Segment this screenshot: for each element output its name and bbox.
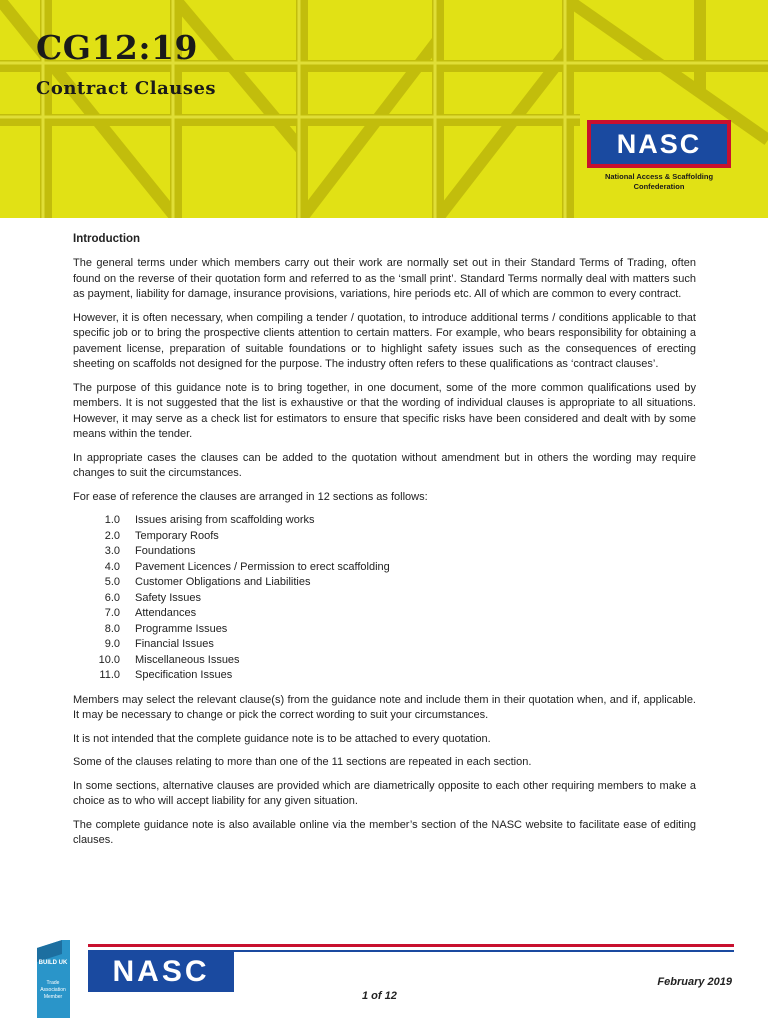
section-label: Issues arising from scaffolding works bbox=[135, 514, 315, 526]
section-label: Financial Issues bbox=[135, 638, 214, 650]
section-number: 7.0 bbox=[104, 607, 120, 619]
paragraph: In some sections, alternative clauses are provided which are diametrically opposite to each other requiring members to make a choice as to who will accept liability for any given situation. bbox=[73, 779, 696, 807]
nasc-caption-line2: Confederation bbox=[633, 182, 685, 191]
list-item bbox=[73, 544, 696, 560]
footer-nasc-logo: NASC bbox=[88, 952, 234, 992]
footer-red-line bbox=[88, 944, 734, 947]
footer-rule bbox=[88, 944, 734, 952]
document-title: Contract Clauses bbox=[36, 78, 217, 99]
list-item bbox=[73, 591, 696, 607]
nasc-caption bbox=[587, 172, 731, 192]
badge-line2: Association bbox=[40, 987, 66, 993]
section-label: Pavement Licences / Permission to erect scaffolding bbox=[135, 560, 390, 573]
section-number: 11.0 bbox=[99, 669, 120, 681]
list-item bbox=[73, 513, 696, 529]
section-label: Temporary Roofs bbox=[135, 529, 219, 542]
section-number: 3.0 bbox=[104, 545, 120, 557]
section-label: Safety Issues bbox=[135, 591, 202, 604]
section-label: Specification Issues bbox=[135, 669, 233, 681]
list-item bbox=[73, 606, 696, 622]
sections-list bbox=[73, 513, 696, 684]
build-uk-badge bbox=[37, 940, 70, 1018]
list-item bbox=[73, 529, 696, 545]
section-label: Programme Issues bbox=[135, 622, 228, 635]
badge-line1: Trade bbox=[46, 980, 60, 986]
page-number: 1 of 12 bbox=[362, 990, 397, 1002]
section-number: 6.0 bbox=[104, 591, 120, 604]
document-body bbox=[73, 232, 696, 857]
nasc-caption-line1: National Access & Scaffolding bbox=[604, 172, 714, 181]
nasc-logo-text: NASC bbox=[591, 124, 727, 164]
section-label: Customer Obligations and Liabilities bbox=[135, 576, 311, 588]
list-item bbox=[73, 668, 696, 684]
paragraph: The complete guidance note is also available online via the member’s section of the NASC website to facilitate ease of editing clauses. bbox=[73, 818, 696, 846]
paragraph: Some of the clauses relating to more than one of the 11 sections are repeated in each section. bbox=[73, 756, 532, 768]
paragraph: For ease of reference the clauses are arranged in 12 sections as follows: bbox=[73, 490, 428, 503]
section-number: 4.0 bbox=[104, 560, 120, 573]
list-item bbox=[73, 622, 696, 638]
section-label: Foundations bbox=[135, 545, 196, 557]
paragraph: In appropriate cases the clauses can be added to the quotation without amendment but in others the wording may require changes to suit the circumstances. bbox=[73, 451, 696, 479]
badge-line3: Member bbox=[43, 994, 63, 1000]
nasc-logo bbox=[587, 120, 731, 168]
badge-top-text: BUILD UK bbox=[38, 960, 68, 966]
footer-date: February 2019 bbox=[657, 976, 732, 988]
document-code: CG12:19 bbox=[36, 28, 198, 67]
list-item bbox=[73, 653, 696, 669]
list-item bbox=[73, 575, 696, 591]
section-heading: Introduction bbox=[73, 233, 141, 245]
section-number: 1.0 bbox=[104, 514, 120, 526]
section-number: 5.0 bbox=[104, 576, 120, 588]
paragraph: However, it is often necessary, when compiling a tender / quotation, to introduce additional terms / conditions applicable to that specific job or to bring the prospective clients attention to certain matters. For example, who bears responsibility for obtaining a pavement license, preparation of suitable foundations or to highlight safety issues such as the consequences of erecting sheeting on scaffolds not designed for the purpose. The industry often refers to these qualifications as ‘contract clauses’. bbox=[73, 311, 696, 370]
list-item bbox=[73, 637, 696, 653]
section-label: Miscellaneous Issues bbox=[135, 653, 240, 666]
section-number: 2.0 bbox=[104, 529, 120, 542]
section-number: 10.0 bbox=[98, 653, 120, 666]
paragraph: Members may select the relevant clause(s) from the guidance note and include them in their quotation when, and if, applicable. It may be necessary to change or pick the correct wording to suit your circumstances. bbox=[73, 693, 696, 721]
header-banner bbox=[0, 0, 768, 218]
section-label: Attendances bbox=[135, 607, 197, 619]
section-number: 9.0 bbox=[104, 638, 120, 650]
section-number: 8.0 bbox=[104, 622, 120, 635]
paragraph: The purpose of this guidance note is to bring together, in one document, some of the more common qualifications used by members. It is not suggested that the list is exhaustive or that the wording of individual clauses is appropriate to all situations. However, it may serve as a check list for estimators to ensure that specific risks have been considered and dealt with by some means within the tender. bbox=[73, 381, 696, 440]
paragraph: It is not intended that the complete guidance note is to be attached to every quotation. bbox=[73, 732, 491, 745]
paragraph: The general terms under which members carry out their work are normally set out in their Standard Terms of Trading, often found on the reverse of their quotation form and referred to as the ‘small print’. Standard Terms normally deal with matters such as payment, liability for damage, insurance provisions, variations, hire periods etc. All of which are common to every contract. bbox=[73, 257, 696, 300]
list-item bbox=[73, 560, 696, 576]
